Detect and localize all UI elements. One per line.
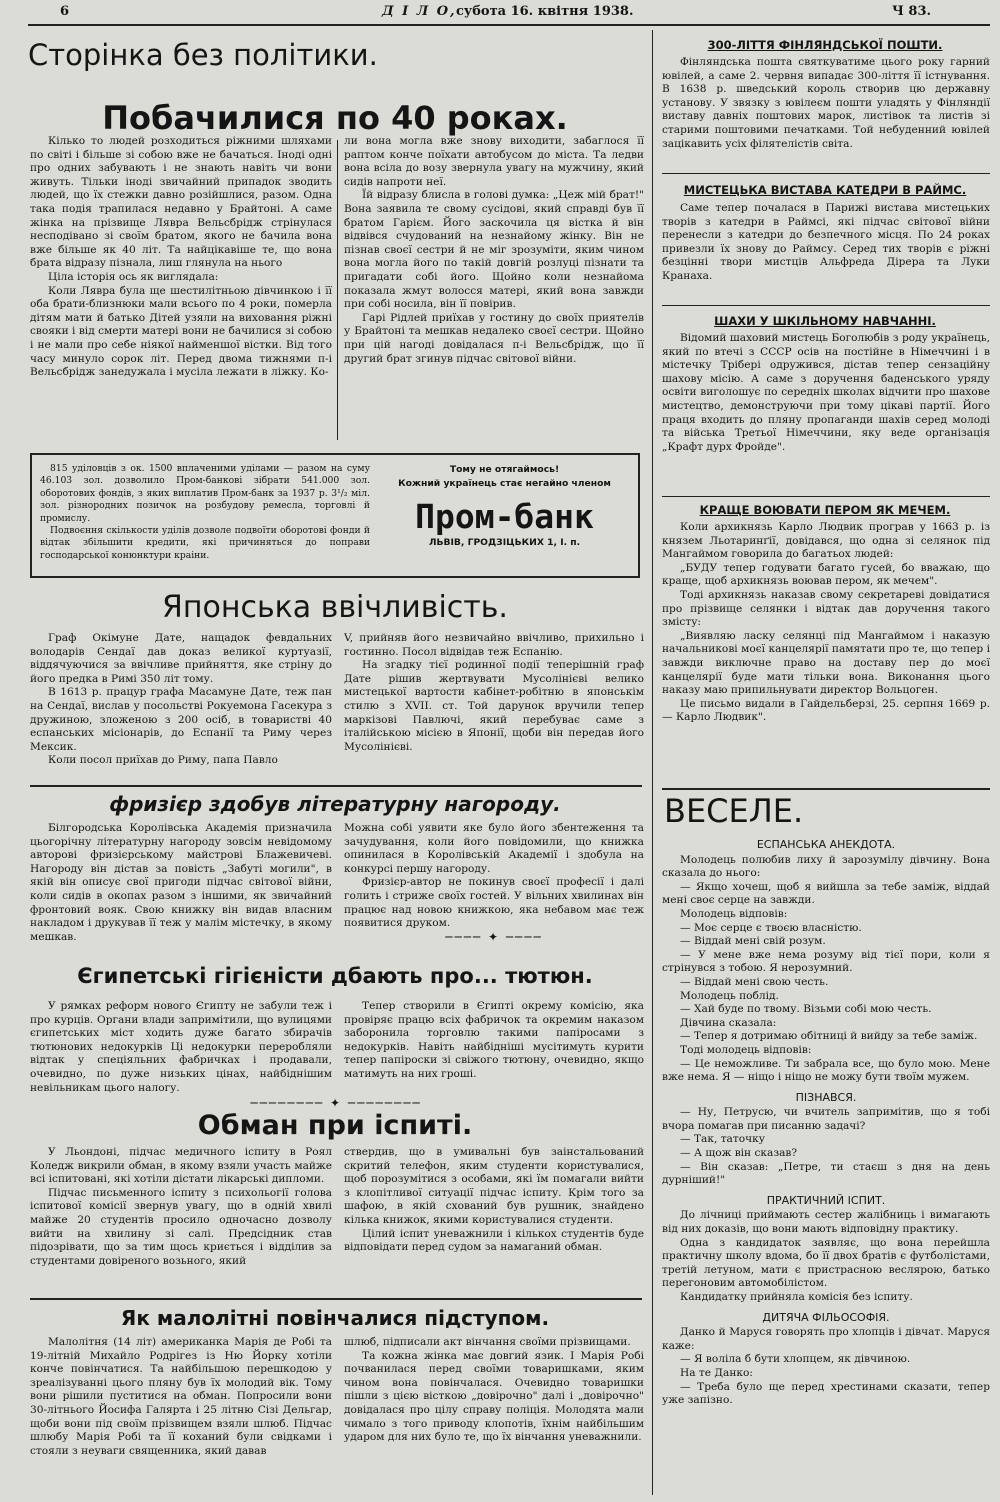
right-reims-text — [662, 202, 990, 304]
paragraph: — Віддай мені свій розум. — [680, 935, 826, 948]
paragraph: Кілько то людей розходиться ріжними шляхами по світі і більше зі собою вже не бачаться. Іноді одні про одних забувають і не знають навіть чи вони живуть. Тільки іноді звичайний припадок зводить людей, що їх стежки давно розійшлися, разом. Одна така подія трапилася недавно у Брайтоні. А саме жінка на прізвище Лявра Вельсбрідж стрінулася несподівано зі своїм братом, якого не бачила вона вже більше як 40 літ. Та найцікавіше те, що вона брата відразу пізнала, лиш глянула на нього — [30, 135, 332, 270]
article-minors-col1 — [30, 1336, 332, 1494]
article-egypt-col2 — [344, 1000, 644, 1108]
paragraph: Фризієр-автор не покинув своєї професії і далі голить і стриже своїх гостей. У вільних хвилинах він працює над новою книжкою, яка небавом має теж появитися друком. — [344, 876, 644, 930]
paragraph: — Тепер я дотримаю обітниці й вийду за тебе заміж. — [680, 1030, 978, 1043]
paragraph: Тепер створили в Єгипті окрему комісію, яка провіряє працю всіх фабричок та окремим наказом заборонила торговлю такими папіросами з недокурків. Навіть найбідніші мусітимуть курити тепер папіроски зі свіжого тютюну, очевидно, якщо матимуть на них гроші. — [344, 1000, 644, 1080]
header-rule — [28, 24, 990, 26]
right-title-pen: КРАЩЕ ВОЮВАТИ ПЕРОМ ЯК МЕЧЕМ. — [699, 503, 951, 517]
paragraph: В 1613 р. працур графа Масамуне Дате, теж пан на Сендаї, вислав у посольстві Рокуемона Гасекура з дружиною, зложеною з 200 осіб, в товаристві 40 еспанських місіонарів, до Еспанії та Риму через Мексик. — [30, 686, 332, 753]
paragraph: Данко й Маруся говорять про хлопців і дівчат. Маруся каже: — [662, 1326, 990, 1352]
prom-bank-advertisement — [30, 453, 640, 578]
ad-slogan-2: Кожний українець стає негайно членом — [398, 478, 611, 489]
section-rule — [30, 1298, 642, 1300]
paragraph: Тоді молодець відповів: — [680, 1043, 812, 1056]
article-minors-col2 — [344, 1336, 644, 1494]
paragraph: Саме тепер почалася в Парижі вистава мистецьких творів з катедри в Раймсі, які підчас світової війни перенесли з катедри до безпечного місця. По 24 роках привезли їх знову до Раймсу. Серед тих творів є ріжні безцінні твори мистців Альфреда Дірера та Луки Кранаха. — [662, 202, 990, 282]
paragraph: Відомий шаховий мистець Боголюбів з роду українець, який по втечі з СССР осів на постійне в Німеччині і в містечку Трібері одружився, дістав тепер сензаційну шахову місію. А саме з доручення баденського уряду освіти виголошує по середніх школах відчити про шахове мистецтво, демонструючи при тому цікаві партії. Його праця входить до пляну пропаганди шахів серед молоді та війська Третьої Німеччини, яку веде організація „Крафт дурх Фройде". — [662, 332, 990, 453]
paragraph: До лічниці приймають сестер жалібниць і вимагають від них доказів, що вони мають відповідну практику. — [662, 1209, 990, 1236]
right-rule — [662, 305, 990, 306]
inner-divider — [337, 140, 338, 440]
article-title-minors: Як малолітні повінчалися підступом. — [120, 1306, 550, 1330]
paragraph: Коли Лявра була ще шестилітньою дівчинкою і її оба брати-близнюки мали всього по 4 роки, померла дітям мати й батько Дітей узяли на виховання ріжні свояки і від смерти матері вони не бачилися зі собою і не мали про себе ніякої найменшої вістки. Від того часу минуло сорок літ. Перед двома тижнями п-і Вельсбрідж занедужала і мусіла лежати в ліжку. Ко- — [30, 284, 332, 379]
article-meeting-col2 — [344, 135, 644, 440]
paragraph: — Я воліла б бути хлопцем, як дівчиною. — [680, 1353, 911, 1366]
right-pen-text — [662, 521, 990, 786]
ad-address: ЛЬВІВ, ГРОДЗІЦЬКИХ 1, І. п. — [428, 537, 581, 548]
paragraph: — Це неможливе. Ти забрала все, що було мою. Мене вже нема. Я — ніщо і ніщо не можу бути твоїм мужем. — [662, 1057, 990, 1084]
section-title: Сторінка без політики. — [28, 38, 378, 72]
article-egypt-col1 — [30, 1000, 332, 1108]
paragraph: Молодець поблід. — [680, 989, 779, 1002]
right-title-finland: 300-ЛІТТЯ ФІНЛЯНДСЬКОЇ ПОШТИ. — [707, 38, 943, 52]
humor-subtitle: ПРАКТИЧНИЙ ІСПИТ. — [766, 1193, 886, 1207]
paragraph: Та кожна жінка має довгий язик. І Марія Робі почванилася перед своїми товаришками, яким чином вона повінчалася. Очевидно товаришки пішли з цією вісткою „довірочно" далі і „довірочно" довідалася про цілу справу поліція. Молодята мали чимало з того приводу клопотів, їхнім найбільшим ударом для них було те, що їх вінчання уневажнили. — [344, 1349, 644, 1444]
article-meeting-col1 — [30, 135, 332, 440]
paragraph: Білгородська Королівська Академія призначила цьогорічну літературну нагороду зовсім невідомому авторові фризієрському майстрові Блажевичеві. Нагороду він дістав за повість „Забуті могили", в якій він описує свої пригоди підчас світової війни, коли сидів в окопах разом з іншими, як звичайний фронтовий вояк. Свою книжку він видав власним накладом і друкував її теж у малім містечку, в якому мешкав. — [30, 822, 332, 943]
section-rule — [30, 785, 642, 787]
ad-right-block — [377, 463, 632, 550]
ornament: ──── ✦ ──── — [445, 930, 543, 944]
humor-title: ВЕСЕЛЕ. — [664, 792, 804, 830]
right-finland-text — [662, 56, 990, 168]
paragraph: — Так, таточку — [680, 1133, 765, 1146]
paragraph: Ціла історія ось як виглядала: — [48, 270, 219, 283]
paragraph: ли вона могла вже знову виходити, забаглося її раптом конче поїхати автобусом до міста. Та ледви вона всіла до возу звернула увагу на мужчину, який сидів напроти неї. — [344, 135, 644, 188]
paragraph: — Він сказав: „Петре, ти стаєш з дня на день дурніший!" — [662, 1160, 990, 1187]
newspaper-name: Д І Л О, — [382, 4, 457, 19]
issue-date: субота 16. квітня 1938. — [456, 4, 634, 19]
paragraph: Підчас письменного іспиту з психольогії голова іспитової комісії звернув увагу, що в одній хвилі майже 20 студентів просило одночасно дозволу вийти на хвилину зі салі. Предсідник став підозрівати, що за тим щось криється і відділив за студентами довіреного возьного, який — [30, 1186, 332, 1267]
article-barber-col1 — [30, 822, 332, 944]
paragraph: — Моє серце є твоєю власністю. — [680, 921, 862, 934]
paragraph: — Якщо хочеш, щоб я вийшла за тебе заміж, віддай мені своє серце на завжди. — [662, 880, 990, 907]
article-exam-col1 — [30, 1146, 332, 1296]
ad-paragraph: Подвоєння скількости уділів дозволе подвоїти оборотові фонди й відтак збільшити кредити, які причиняться до поправи господарської конюнктури краіни. — [40, 525, 370, 561]
paragraph: Малолітня (14 літ) американка Марія де Робі та 19-літній Михайло Родрігез із Ню Йорку хотіли конче повінчатися. Та найбільшою перешкодою у зреалізуванні цього пляну був їх молодий вік. Тому вони рішили пуститися на обман. Попросили вони 30-літнього Йосифа Галярта і 25 літню Сізі Дельгар, щоби вони під своїм прізвищем взяли шлюб. Підчас шлюбу Марія Робі та її коханий були свідками і стояли з неуваги священника, який давав — [30, 1336, 332, 1457]
article-exam-col2 — [344, 1146, 644, 1296]
paragraph: Можна собі уявити яке було його збентеження та зачудування, коли його повідомили, що книжка опинилася в Королівській Академії і здобула на конкурсі першу нагороду. — [344, 822, 644, 875]
paragraph: Це письмо видали в Гайдельберзі, 25. серпня 1669 р. — Карло Людвик". — [662, 697, 990, 724]
right-rule — [662, 788, 990, 790]
paragraph: Коли архикнязь Карло Людвик програв у 1663 р. із князем Льотаринґії, довідався, що одна зі селянок під Мангаймом говорила до багатьох людей: — [662, 521, 990, 561]
paragraph: У рямках реформ нового Єгипту не забули теж і про курців. Органи влади запримітили, що вулицями єгипетських міст ходить дуже багато збирачів тютюнових недокурків Ці недокурки переробляли відтак у спеціяльних фабричках і продавали, очевидно, по дуже низьких цінах, найбіднішим невільникам цього налогу. — [30, 1000, 332, 1094]
paragraph: На те Данко: — [680, 1366, 753, 1379]
right-title-chess: ШАХИ У ШКІЛЬНОМУ НАВЧАННІ. — [714, 314, 936, 328]
right-title-reims: МИСТЕЦЬКА ВИСТАВА КАТЕДРИ В РАЙМС. — [683, 183, 967, 197]
article-title-barber: фризієр здобув літературну нагороду. — [109, 792, 561, 816]
paragraph: Одна з кандидаток заявляє, що вона перейшла практичну школу вдома, бо її двох братів є футболістами, третій летуном, мати є пристрасною веслярою, батько перегоновим автомобілістом. — [662, 1236, 990, 1290]
paragraph: — А щож він сказав? — [680, 1147, 798, 1160]
paragraph: V, прийняв його незвичайно ввічливо, прихильно і гостинно. Посол відвідав теж Еспанію. — [344, 632, 644, 658]
paragraph: Граф Окімуне Дате, нащадок февдальних володарів Сендаї дав доказ великої куртуазії, віддячуючися за ввічливе прийняття, яке стріну до його предка в Римі 350 літ тому. — [30, 632, 332, 685]
paragraph: Коли посол приїхав до Риму, папа Павло — [48, 754, 278, 767]
paragraph: — Треба було ще перед хрестинами сказати, тепер уже запізно. — [662, 1380, 990, 1407]
humor-subtitle: ПІЗНАВСЯ. — [795, 1090, 857, 1104]
paragraph: У Льондоні, підчас медичного іспиту в Роял Коледж викрили обман, в якому взяли участь майже всі іспитовані, які хотіли дістати лікарські дипломи. — [30, 1146, 332, 1186]
article-title-japanese: Японська ввічливість. — [162, 590, 508, 625]
paragraph: Фінляндська пошта святкуватиме цього року гарний ювілей, а саме 2. червня випадає 300-ліття її істнування. В 1638 р. шведський король створив цю державну установу. У звязку з ювілеєм пошти уладять у Фінляндії виставу давніх поштових марок, листівок та листів зі старими поштовими печатками. Той небуденний ювілей зацікавить усіх філятелістів світа. — [662, 56, 990, 150]
paragraph: — Хай буде по твому. Візьми собі мою честь. — [680, 1003, 932, 1016]
paragraph: — Ну, Петрусю, чи вчитель запримітив, що я тобі вчора помагав при писанню задачі? — [662, 1106, 990, 1132]
article-japanese-col2 — [344, 632, 644, 780]
humor-subtitle: ЕСПАНСЬКА АНЕКДОТА. — [756, 838, 896, 851]
paragraph: „БУДУ тепер годувати багато гусей, бо вважаю, що краще, щоб архикнязь воював пером, як мечем". — [662, 561, 990, 588]
ornament: ──────── ✦ ──────── — [250, 1096, 422, 1110]
article-title-egypt: Єгипетські гігієністи дбають про... тютюн. — [77, 964, 593, 988]
paragraph: — Віддай мені свою честь. — [680, 975, 829, 988]
humor-column — [662, 832, 990, 1497]
paragraph: На згадку тієї родинної події теперішній граф Дате рішив жертвувати Мусолінієві велико мистецької вартости кабінет-робітню в японськім стилю з XVII. ст. Той дарунок вручили тепер маркізові Павлючі, який перебуває саме з італійською місією в Японії, щоби він передав його Мусолінієві. — [344, 659, 644, 753]
ad-left-text — [40, 463, 370, 562]
page-number: 6 — [60, 4, 70, 19]
paragraph: — У мене вже нема розуму від тієї пори, коли я стрінувся з тобою. Я нерозумний. — [662, 948, 990, 975]
ad-bank-name: Пром-банк — [415, 497, 594, 536]
article-title-exam: Обман при іспиті. — [197, 1110, 473, 1141]
paragraph: ствердив, що в умивальні був заінстальований скритий телефон, яким студенти користувалися, щоб порозумітися з особами, які їм помагали вийти з клопітливої ситуації підчас іспиту. Крім того за шафою, в якій схований був рушник, знайдено кілька книжок, якими користувалися студенти. — [344, 1146, 644, 1226]
paragraph: Молодець полюбив лиху й зарозумілу дівчину. Вона сказала до нього: — [662, 853, 990, 880]
right-chess-text — [662, 332, 990, 494]
paragraph: Молодець відповів: — [680, 907, 788, 920]
right-rule — [662, 173, 990, 174]
paragraph: шлюб, підписали акт вінчання своїми прізвищами. — [344, 1336, 631, 1348]
ad-paragraph: 815 уділовців з ок. 1500 вплаченими уділами — разом на суму 46.103 зол. дозволило Пром-банкові зібрати 541.000 зол. оборотових фондів, з яких виплатив Пром-банк за 1937 р. 3¹/₂ міл. зол. різнородних позичок на розбудову ремесла, торговлі й промислу. — [40, 463, 370, 524]
paragraph: Гарі Рідлей приїхав у гостину до своїх приятелів у Брайтоні та мешкав недалеко своєї сестри. Щойно при цій нагоді довідалася п-і Вельсбрідж, що її другий брат згинув підчас світової війни. — [344, 311, 644, 365]
column-divider — [652, 30, 653, 1495]
issue-number: Ч 83. — [892, 4, 932, 19]
paragraph: Тоді архикнязь наказав свому секретареві довідатися про прізвище селянки і відтак дав доручення такого змісту: — [662, 588, 990, 629]
article-barber-col2 — [344, 822, 644, 940]
paragraph: Дівчина сказала: — [680, 1016, 777, 1029]
paragraph: „Виявляю ласку селянці під Мангаймом і наказую начальникові моєї канцелярії памятати про те, що тепер і завжди виключне право на доставу пер до моєї канцелярії буде мати тільки вона. Виконання цього наказу маю припильнувати директор Вольцоген. — [662, 629, 990, 697]
paragraph: Їй відразу блисла в голові думка: „Цеж мій брат!" Вона заявила те свому сусідові, який справді був її братом Гарієм. Його заскочила ця вістка й він відвівся счудований на незнайому жінку. Він не пізнав своєї сестри й не міг зрозуміти, яким чином вона могла його по такій довгій розлуці пізнати та пригадати собі його. Щойно коли незнайома показала жмут волосся матері, який вона завжди при собі носила, він її повірив. — [344, 189, 644, 311]
article-title-meeting: Побачилися по 40 роках. — [102, 99, 568, 137]
paragraph: Кандидатку прийняла комісія без іспиту. — [680, 1291, 913, 1303]
ad-slogan-1: Тому не отягаймось! — [449, 464, 560, 475]
paragraph: Цілий іспит уневажнили і кількох студентів буде відповідати перед судом за намаганий обман. — [344, 1227, 644, 1254]
article-japanese-col1 — [30, 632, 332, 780]
right-rule — [662, 496, 990, 497]
humor-subtitle: ДИТЯЧА ФІЛЬОСОФІЯ. — [762, 1310, 890, 1324]
